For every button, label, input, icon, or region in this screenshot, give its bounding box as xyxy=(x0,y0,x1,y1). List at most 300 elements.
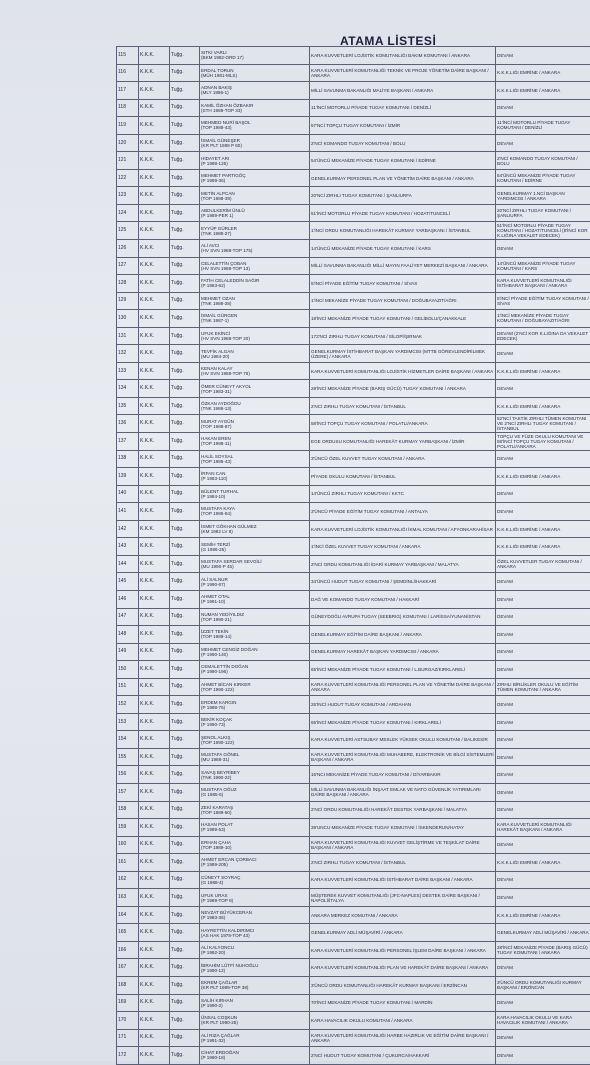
cell-rank: Tuğg. xyxy=(170,819,200,837)
cell-name xyxy=(200,433,310,451)
officer-code: (HV SVN 1988-TOP 76) xyxy=(201,371,308,376)
cell-force: K.K.K. xyxy=(139,906,170,924)
officer-code: (HV SVN 1988-TOP 175) xyxy=(201,248,308,253)
table-row xyxy=(117,468,590,486)
cell-number: 129 xyxy=(117,292,139,310)
cell-new-post: DEVAM xyxy=(496,731,590,749)
cell-new-post: TOPÇU VE FÜZE OKULU KOMUTANI VE 58'İNCİ TOPÇU TUGAY KOMUTANI / POLATLI/ANKARA xyxy=(496,433,590,451)
cell-number: 131 xyxy=(117,327,139,345)
cell-new-post: K.K.K.LIĞI EMRİNE / ANKARA xyxy=(496,520,590,538)
cell-current-post: 65'İNCİ MEKANİZE PİYADE TUGAY KOMUTANI / L.BURGAZ/KIRKLARELİ xyxy=(310,661,496,679)
cell-new-post: DEVAM xyxy=(496,573,590,591)
cell-number: 130 xyxy=(117,310,139,328)
cell-rank: Tuğg. xyxy=(170,941,200,959)
cell-name xyxy=(200,678,310,696)
cell-current-post: 2'NCİ ZIRHLI TUGAY KOMUTANI / İSTANBUL xyxy=(310,397,496,415)
table-row xyxy=(117,99,590,117)
officer-name: KENAN KALAY xyxy=(201,366,308,371)
cell-name xyxy=(200,819,310,837)
cell-force: K.K.K. xyxy=(139,169,170,187)
cell-current-post: 3'ÜNCÜ PİYADE EĞİTİM TUGAY KOMUTANI / ANTALYA xyxy=(310,503,496,521)
officer-code: (TOP 1988-43) xyxy=(201,125,308,130)
cell-rank: Tuğg. xyxy=(170,240,200,258)
cell-rank: Tuğg. xyxy=(170,590,200,608)
cell-name xyxy=(200,590,310,608)
cell-force: K.K.K. xyxy=(139,678,170,696)
cell-name xyxy=(200,204,310,222)
cell-force: K.K.K. xyxy=(139,924,170,942)
cell-number: 122 xyxy=(117,169,139,187)
cell-current-post: 57'NCİ TOPÇU TUGAY KOMUTANI / İZMİR xyxy=(310,117,496,135)
cell-force: K.K.K. xyxy=(139,783,170,801)
cell-new-post: DEVAM xyxy=(496,345,590,363)
cell-new-post: 52'NCİ TAKTİK ZIRHLI TÜMEN KOMUTANI VE 2'NCİ ZIRHLI TUGAY KOMUTANI / İSTANBUL xyxy=(496,415,590,433)
officer-name: HİDAYET ARI xyxy=(201,156,308,161)
cell-current-post: GENELKURMAY İSTİHBARAT BAŞKAN YARDIMCISI (MTTB GÖREVLENDİRİLMEK ÜZERE) / ANKARA xyxy=(310,345,496,363)
cell-new-post: KARA KUVVETLERİ KOMUTANLIĞI HAREKÂT BAŞKANI / ANKARA xyxy=(496,819,590,837)
cell-current-post: KARA KUVVETLERİ KOMUTANLIĞI HARBE HAZIRLIK VE EĞİTİM DAİRE BAŞKANI / ANKARA xyxy=(310,1029,496,1047)
cell-current-post: PİYADE OKULU KOMUTANI / İSTANBUL xyxy=(310,468,496,486)
cell-force: K.K.K. xyxy=(139,82,170,100)
cell-current-post: 2'NCİ HUDUT TUGAY KOMUTANI / ÇUKURCA/HAKKARİ xyxy=(310,1047,496,1065)
cell-number: 168 xyxy=(117,976,139,994)
cell-current-post: 39'UNCU MEKANİZE PİYADE TUGAY KOMUTANI / İSKENDERUN/HATAY xyxy=(310,819,496,837)
cell-rank: Tuğg. xyxy=(170,47,200,65)
cell-number: 115 xyxy=(117,47,139,65)
cell-rank: Tuğg. xyxy=(170,99,200,117)
cell-new-post: DEVAM xyxy=(496,696,590,714)
table-row xyxy=(117,608,590,626)
cell-current-post: 16'NCI MEKANİZE PİYADE TUGAY KOMUTANI / DİYARBAKIR xyxy=(310,766,496,784)
cell-force: K.K.K. xyxy=(139,819,170,837)
cell-force: K.K.K. xyxy=(139,731,170,749)
officer-name: TEVFİK ALGAN xyxy=(201,349,308,354)
cell-name xyxy=(200,801,310,819)
cell-name xyxy=(200,187,310,205)
cell-current-post: 1'İNCİ ORDU KOMUTANLIĞI HAREKÂT KURMAY YARBAŞKANI / İSTANBUL xyxy=(310,222,496,240)
cell-current-post: 14'ÜNCÜ MEKANİZE PİYADE TUGAY KOMUTANI / KARS xyxy=(310,240,496,258)
officer-name: CELALETTİN ÇOBAN xyxy=(201,261,308,266)
cell-new-post: KARA KUVVETLERİ KOMUTANLIĞI İSTİHBARAT BAŞKANI / ANKARA xyxy=(496,275,590,293)
cell-number: 172 xyxy=(117,1047,139,1065)
officer-code: (MU 1990-P 45) xyxy=(201,564,308,569)
cell-current-post: 2'NCİ ORDU KOMUTANLIĞI HAREKÂT DESTEK YARBAŞKANI / MALATYA xyxy=(310,801,496,819)
table-row xyxy=(117,47,590,65)
officer-code: (HV SVN 1988-TOP 13) xyxy=(201,266,308,271)
cell-name xyxy=(200,766,310,784)
cell-name xyxy=(200,362,310,380)
cell-name xyxy=(200,783,310,801)
cell-force: K.K.K. xyxy=(139,187,170,205)
cell-new-post: DEVAM xyxy=(496,590,590,608)
cell-force: K.K.K. xyxy=(139,240,170,258)
cell-number: 134 xyxy=(117,380,139,398)
officer-name: ÖMER CÜNEYT AKYOL xyxy=(201,384,308,389)
officer-name: İSMAİL GÜNEŞER xyxy=(201,138,308,143)
officer-name: İSMET GÖKHAN GÜLMEZ xyxy=(201,524,308,529)
officer-name: ERDAL TORUN xyxy=(201,68,308,73)
cell-force: K.K.K. xyxy=(139,520,170,538)
cell-rank: Tuğg. xyxy=(170,696,200,714)
cell-force: K.K.K. xyxy=(139,397,170,415)
cell-name xyxy=(200,906,310,924)
officer-name: HAYRETTİN KALDIRIMCI xyxy=(201,928,308,933)
cell-current-post: 11'İNCİ MOTORLU PİYADE TUGAY KOMUTANI / DENİZLİ xyxy=(310,99,496,117)
officer-code: (P 1990-67) xyxy=(201,582,308,587)
officer-name: NEVZAT BÜYÜKCERAN xyxy=(201,910,308,915)
officer-code: (P 1989-53) xyxy=(201,827,308,832)
cell-number: 155 xyxy=(117,748,139,766)
table-row xyxy=(117,941,590,959)
cell-rank: Tuğg. xyxy=(170,292,200,310)
cell-rank: Tuğg. xyxy=(170,801,200,819)
table-row xyxy=(117,169,590,187)
cell-rank: Tuğg. xyxy=(170,906,200,924)
cell-name xyxy=(200,731,310,749)
cell-new-post: DEVAM xyxy=(496,836,590,854)
table-row xyxy=(117,783,590,801)
cell-name xyxy=(200,1029,310,1047)
cell-rank: Tuğg. xyxy=(170,1029,200,1047)
table-body xyxy=(117,47,590,1065)
cell-current-post: 25'İNCİ HUDUT TUGAY KOMUTANI / ARDAHAN xyxy=(310,696,496,714)
officer-name: İRFAN CAN xyxy=(201,471,308,476)
officer-code: (P 1990-73) xyxy=(201,722,308,727)
officer-name: KAMİL ÖZHAN ÖZBAKIR xyxy=(201,103,308,108)
cell-number: 160 xyxy=(117,836,139,854)
cell-current-post: GENELKURMAY PERSONEL PLAN VE YÖNETİM DAİRE BAŞKANI / ANKARA xyxy=(310,169,496,187)
officer-code: (TOP 1988-87) xyxy=(201,424,308,429)
cell-force: K.K.K. xyxy=(139,327,170,345)
table-row xyxy=(117,204,590,222)
officer-name: İBRAHİM LÜTFİ NUHOĞLU xyxy=(201,963,308,968)
cell-number: 141 xyxy=(117,503,139,521)
cell-rank: Tuğg. xyxy=(170,468,200,486)
cell-new-post: DEVAM xyxy=(496,766,590,784)
cell-number: 154 xyxy=(117,731,139,749)
officer-code: (KM 1982 LV 8) xyxy=(201,529,308,534)
cell-new-post: K.K.K.LIĞI EMRİNE / ANKARA xyxy=(496,362,590,380)
officer-name: HALİL SOYSAL xyxy=(201,454,308,459)
table-row xyxy=(117,748,590,766)
cell-current-post: EGE ORDUSU KOMUTANLIĞI HAREKÂT KURMAY YARBAŞKANI / İZMİR xyxy=(310,433,496,451)
cell-force: K.K.K. xyxy=(139,976,170,994)
cell-number: 138 xyxy=(117,450,139,468)
cell-force: K.K.K. xyxy=(139,503,170,521)
officer-name: MEHMET OZAN xyxy=(201,296,308,301)
table-row xyxy=(117,450,590,468)
cell-name xyxy=(200,257,310,275)
cell-force: K.K.K. xyxy=(139,871,170,889)
table-row xyxy=(117,397,590,415)
cell-name xyxy=(200,117,310,135)
cell-name xyxy=(200,836,310,854)
cell-number: 120 xyxy=(117,134,139,152)
cell-name xyxy=(200,275,310,293)
cell-rank: Tuğg. xyxy=(170,397,200,415)
officer-name: ERHAN ÇAHA xyxy=(201,840,308,845)
officer-name: AHMET ERCAN ÇORBACI xyxy=(201,857,308,862)
table-row xyxy=(117,696,590,714)
cell-name xyxy=(200,871,310,889)
cell-name xyxy=(200,696,310,714)
cell-name xyxy=(200,608,310,626)
cell-force: K.K.K. xyxy=(139,134,170,152)
table-row xyxy=(117,976,590,994)
table-row xyxy=(117,906,590,924)
cell-name xyxy=(200,994,310,1012)
cell-number: 167 xyxy=(117,959,139,977)
cell-new-post: DEVAM (2'NCİ KOR K.LIĞINA DA VEKALET EDECEK) xyxy=(496,327,590,345)
cell-number: 144 xyxy=(117,555,139,573)
table-row xyxy=(117,678,590,696)
cell-new-post: 1'İNCİ MEKANİZE PİYADE TUGAY KOMUTANI / DOĞUBAYAZIT/AĞRI xyxy=(496,310,590,328)
cell-current-post: KARA KUVVETLERİ KOMUTANLIĞI PLAN VE HAREKÂT DAİRE BAŞKANI / ANKARA xyxy=(310,959,496,977)
cell-current-post: GENELKURMAY ADLİ MÜŞAVİRİ / ANKARA xyxy=(310,924,496,942)
cell-force: K.K.K. xyxy=(139,468,170,486)
cell-rank: Tuğg. xyxy=(170,64,200,82)
cell-name xyxy=(200,169,310,187)
cell-current-post: KARA KUVVETLERİ ASTSUBAY MESLEK YÜKSEK OKULU KOMUTANI / BALIKESİR xyxy=(310,731,496,749)
cell-current-post: 1'İNCİ ÖZEL KUVVET TUGAY KOMUTANI / ANKARA xyxy=(310,538,496,556)
cell-name xyxy=(200,538,310,556)
cell-number: 153 xyxy=(117,713,139,731)
cell-number: 139 xyxy=(117,468,139,486)
cell-name xyxy=(200,327,310,345)
table-row xyxy=(117,538,590,556)
cell-number: 132 xyxy=(117,345,139,363)
cell-number: 163 xyxy=(117,889,139,907)
officer-code: (P 1990-12) xyxy=(201,968,308,973)
cell-number: 117 xyxy=(117,82,139,100)
cell-rank: Tuğg. xyxy=(170,503,200,521)
cell-number: 151 xyxy=(117,678,139,696)
cell-number: 123 xyxy=(117,187,139,205)
officer-code: (MU 1988-31) xyxy=(201,757,308,762)
officer-code: (TOP 1985-84) xyxy=(201,511,308,516)
cell-name xyxy=(200,397,310,415)
cell-name xyxy=(200,450,310,468)
cell-force: K.K.K. xyxy=(139,222,170,240)
cell-rank: Tuğg. xyxy=(170,450,200,468)
cell-name xyxy=(200,99,310,117)
officer-name: MUSTAFA GÖNEL xyxy=(201,752,308,757)
cell-current-post: KARA KUVVETLERİ LOJİSTİK KOMUTANLIĞI BAKIM KOMUTANI / ANKARA xyxy=(310,47,496,65)
cell-new-post: DEVAM xyxy=(496,608,590,626)
table-row xyxy=(117,152,590,170)
table-row xyxy=(117,643,590,661)
officer-name: İZZET TEKİN xyxy=(201,629,308,634)
cell-force: K.K.K. xyxy=(139,152,170,170)
cell-new-post: DEVAM xyxy=(496,801,590,819)
cell-name xyxy=(200,889,310,907)
cell-number: 161 xyxy=(117,854,139,872)
cell-force: K.K.K. xyxy=(139,1047,170,1065)
table-row xyxy=(117,573,590,591)
cell-new-post: 2'NCİ KOMANDO TUGAY KOMUTANI / BOLU xyxy=(496,152,590,170)
table-row xyxy=(117,345,590,363)
officer-code: (TNK 1988-27) xyxy=(201,231,308,236)
cell-current-post: MÜŞTEREK KUVVET KOMUTANLIĞI (JFC-NAPLES) DESTEK DAİRE BAŞKANI / NAPOLİ/İTALYA xyxy=(310,889,496,907)
cell-force: K.K.K. xyxy=(139,1012,170,1030)
officer-name: CÜNEYT SOYRAÇ xyxy=(201,875,308,880)
table-row xyxy=(117,117,590,135)
officer-name: EYYÜP GÜRLER xyxy=(201,226,308,231)
cell-current-post: 55'İNCİ MEKANİZE PİYADE TUGAY KOMUTANI / KIRKLARELİ xyxy=(310,713,496,731)
cell-number: 143 xyxy=(117,538,139,556)
officer-code: (P 1990-140) xyxy=(201,652,308,657)
cell-rank: Tuğg. xyxy=(170,257,200,275)
officer-code: (P 1989-PER 1) xyxy=(201,213,308,218)
cell-rank: Tuğg. xyxy=(170,924,200,942)
cell-rank: Tuğg. xyxy=(170,134,200,152)
cell-rank: Tuğg. xyxy=(170,310,200,328)
cell-force: K.K.K. xyxy=(139,47,170,65)
cell-force: K.K.K. xyxy=(139,433,170,451)
officer-code: (MLY 1986-1) xyxy=(201,90,308,95)
officer-code: (AS HAK 1978-TOP 43) xyxy=(201,933,308,938)
cell-name xyxy=(200,64,310,82)
table-row xyxy=(117,555,590,573)
officer-code: (P 1990-196) xyxy=(201,669,308,674)
cell-new-post: K.K.K.LIĞI EMRİNE / ANKARA xyxy=(496,397,590,415)
officer-code: (TOP 1990-122) xyxy=(201,740,308,745)
cell-force: K.K.K. xyxy=(139,766,170,784)
officer-name: CİHAT ERDOĞAN xyxy=(201,1050,308,1055)
cell-rank: Tuğg. xyxy=(170,152,200,170)
page-title: ATAMA LİSTESİ xyxy=(340,34,436,48)
cell-rank: Tuğg. xyxy=(170,362,200,380)
cell-new-post: DEVAM xyxy=(496,503,590,521)
cell-name xyxy=(200,485,310,503)
cell-current-post: 2'NCİ ORDU KOMUTANLIĞI İDARİ KURMAY YARBAŞKANI / MALATYA xyxy=(310,555,496,573)
cell-rank: Tuğg. xyxy=(170,994,200,1012)
officer-code: (MU 1984-20) xyxy=(201,354,308,359)
cell-number: 149 xyxy=(117,643,139,661)
cell-current-post: GENELKURMAY EĞİTİM DAİRE BAŞKANI / ANKARA xyxy=(310,626,496,644)
cell-rank: Tuğg. xyxy=(170,573,200,591)
officer-name: ALİ KALYONCU xyxy=(201,945,308,950)
officer-code: (P 1989-205) xyxy=(201,862,308,867)
cell-name xyxy=(200,555,310,573)
officer-name: UFUK EKİNCİ xyxy=(201,331,308,336)
table-row xyxy=(117,889,590,907)
cell-name xyxy=(200,1012,310,1030)
cell-name xyxy=(200,748,310,766)
cell-force: K.K.K. xyxy=(139,380,170,398)
table-row xyxy=(117,520,590,538)
officer-name: ÖZKAN AYDOĞDU xyxy=(201,401,308,406)
cell-rank: Tuğg. xyxy=(170,327,200,345)
table-row xyxy=(117,994,590,1012)
cell-number: 166 xyxy=(117,941,139,959)
cell-rank: Tuğg. xyxy=(170,766,200,784)
cell-rank: Tuğg. xyxy=(170,1047,200,1065)
cell-current-post: MİLLİ SAVUNMA BAKANLIĞI İNŞAAT EMLAK VE NATO GÜVENLİK YATIRIMLARI DAİRE BAŞKANI / ANKARA xyxy=(310,783,496,801)
cell-number: 133 xyxy=(117,362,139,380)
cell-rank: Tuğg. xyxy=(170,608,200,626)
table-row xyxy=(117,380,590,398)
cell-number: 159 xyxy=(117,819,139,837)
cell-new-post: 5'İNCİ PİYADE EĞİTİM TUGAY KOMUTANI / SİVAS xyxy=(496,292,590,310)
officer-code: (P 1989-36) xyxy=(201,178,308,183)
cell-rank: Tuğg. xyxy=(170,836,200,854)
cell-number: 147 xyxy=(117,608,139,626)
cell-new-post: ZIRHLI BİRLİKLER OKULU VE EĞİTİM TÜMEN KOMUTANI / ANKARA xyxy=(496,678,590,696)
cell-force: K.K.K. xyxy=(139,257,170,275)
cell-new-post: 3'ÜNCÜ ORDU KOMUTANLIĞI KURMAY BAŞKANI / ERZİNCAN xyxy=(496,976,590,994)
cell-name xyxy=(200,310,310,328)
cell-current-post: 28'İNCİ MEKANİZE PİYADE (BARIŞ GÜCÜ) TUGAY KOMUTANI / ANKARA xyxy=(310,380,496,398)
cell-new-post: 20'NCİ ZIRHLI TUGAY KOMUTANI / ŞANLIURFA xyxy=(496,204,590,222)
cell-name xyxy=(200,415,310,433)
cell-rank: Tuğg. xyxy=(170,204,200,222)
cell-force: K.K.K. xyxy=(139,748,170,766)
cell-rank: Tuğg. xyxy=(170,345,200,363)
cell-current-post: KARA KUVVETLERİ KOMUTANLIĞI İSTİHBARAT DAİRE BAŞKANI / ANKARA xyxy=(310,871,496,889)
table-row xyxy=(117,1029,590,1047)
cell-name xyxy=(200,134,310,152)
cell-rank: Tuğg. xyxy=(170,485,200,503)
officer-code: (P 1990-2) xyxy=(201,1003,308,1008)
cell-current-post: 51'İNCİ MOTORLU PİYADE TUGAY KOMUTANI / HOZAT/TUNCELİ xyxy=(310,204,496,222)
officer-name: ALİ SALNUR xyxy=(201,577,308,582)
cell-new-post: DEVAM xyxy=(496,871,590,889)
table-row xyxy=(117,134,590,152)
table-row xyxy=(117,713,590,731)
officer-code: (TOP 1990-21) xyxy=(201,617,308,622)
officer-name: MEHMET CENGİZ DOĞAN xyxy=(201,647,308,652)
cell-force: K.K.K. xyxy=(139,204,170,222)
officer-code: (P 1989-TOP 8) xyxy=(201,898,308,903)
cell-current-post: 34'ÜNCÜ HUDUT TUGAY KOMUTANI / ŞEMDİNLİ/HAKKARİ xyxy=(310,573,496,591)
cell-force: K.K.K. xyxy=(139,485,170,503)
officer-name: AHMET BİCAN KIRKER xyxy=(201,682,308,687)
cell-new-post: DEVAM xyxy=(496,713,590,731)
table-row xyxy=(117,64,590,82)
table-row xyxy=(117,362,590,380)
cell-name xyxy=(200,222,310,240)
cell-force: K.K.K. xyxy=(139,275,170,293)
cell-new-post: DEVAM xyxy=(496,450,590,468)
table-row xyxy=(117,590,590,608)
cell-current-post: KARA KUVVETLERİ LOJİSTİK KOMUTANLIĞI İKMAL KOMUTANI / AFYONKARAHİSAR xyxy=(310,520,496,538)
cell-current-post: MİLLİ SAVUNMA BAKANLIĞI MALİYE BAŞKANI / ANKARA xyxy=(310,82,496,100)
cell-current-post: KARA KUVVETLERİ KOMUTANLIĞI TEKNİK VE PROJE YÖNETİM DAİRE BAŞKANI / ANKARA xyxy=(310,64,496,82)
cell-rank: Tuğg. xyxy=(170,1012,200,1030)
table-row xyxy=(117,82,590,100)
cell-force: K.K.K. xyxy=(139,117,170,135)
cell-current-post: KARA KUVVETLERİ KOMUTANLIĞI LOJİSTİK HİZMETLER DAİRE BAŞKANI / ANKARA xyxy=(310,362,496,380)
officer-code: (MÜH 1981-MLS) xyxy=(201,73,308,78)
cell-force: K.K.K. xyxy=(139,696,170,714)
cell-rank: Tuğg. xyxy=(170,626,200,644)
cell-force: K.K.K. xyxy=(139,889,170,907)
cell-force: K.K.K. xyxy=(139,1029,170,1047)
cell-current-post: KARA KUVVETLERİ KOMUTANLIĞI MUHABERE, ELEKTRONİK VE BİLGİ SİSTEMLERİ BAŞKANI / ANKARA xyxy=(310,748,496,766)
table-row xyxy=(117,310,590,328)
officer-name: İSMAİL GÜRGEN xyxy=(201,313,308,318)
cell-force: K.K.K. xyxy=(139,345,170,363)
table-row xyxy=(117,415,590,433)
cell-rank: Tuğg. xyxy=(170,433,200,451)
cell-rank: Tuğg. xyxy=(170,275,200,293)
cell-new-post: DEVAM xyxy=(496,134,590,152)
cell-force: K.K.K. xyxy=(139,994,170,1012)
cell-rank: Tuğg. xyxy=(170,555,200,573)
cell-rank: Tuğg. xyxy=(170,748,200,766)
officer-name: ZEKİ KARATAŞ xyxy=(201,805,308,810)
